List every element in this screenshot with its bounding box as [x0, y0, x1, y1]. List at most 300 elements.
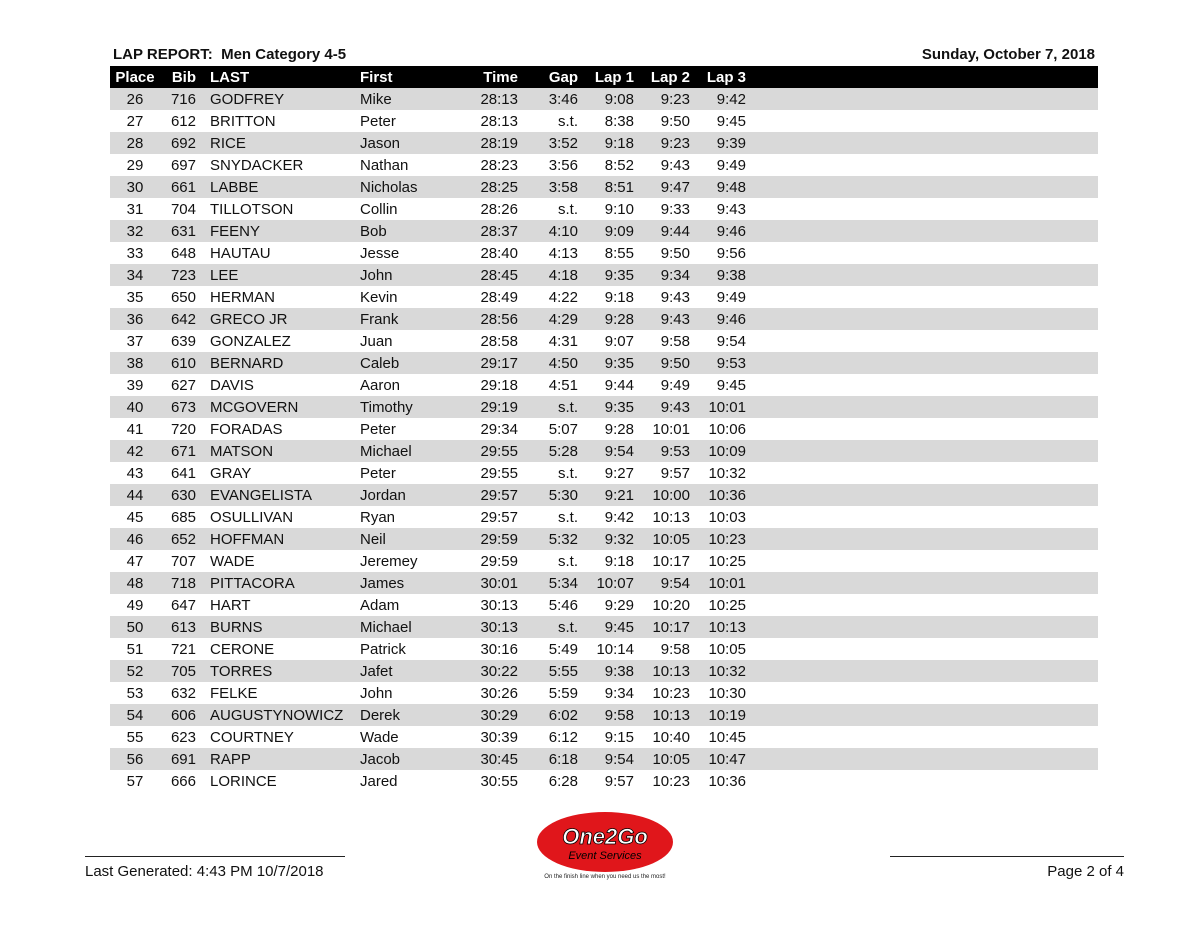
cell-lap3: 9:39 [716, 134, 746, 152]
cell-lap1: 10:14 [596, 640, 634, 658]
cell-last: WADE [210, 552, 255, 570]
cell-lap3: 10:01 [708, 398, 746, 416]
table-row [110, 660, 1098, 682]
cell-bib: 704 [170, 200, 196, 218]
cell-lap3: 9:46 [716, 310, 746, 328]
cell-first: John [360, 266, 393, 284]
cell-lap2: 9:34 [660, 266, 690, 284]
cell-gap: 6:02 [548, 706, 578, 724]
cell-bib: 685 [170, 508, 196, 526]
cell-lap2: 9:50 [660, 112, 690, 130]
cell-place: 35 [126, 288, 144, 306]
cell-last: LEE [210, 266, 239, 284]
table-row [110, 594, 1098, 616]
cell-place: 34 [126, 266, 144, 284]
cell-last: HAUTAU [210, 244, 271, 262]
cell-place: 56 [126, 750, 144, 768]
report-title: LAP REPORT: Men Category 4-5 [113, 46, 347, 63]
cell-place: 43 [126, 464, 144, 482]
cell-time: 29:59 [480, 530, 518, 548]
cell-lap1: 9:29 [604, 596, 634, 614]
cell-last: GODFREY [210, 90, 285, 108]
column-header-place: Place [115, 68, 155, 86]
table-row [110, 418, 1098, 440]
cell-lap3: 10:32 [708, 464, 746, 482]
cell-place: 49 [126, 596, 144, 614]
cell-lap3: 10:25 [708, 552, 746, 570]
logo-name: One2Go [562, 824, 648, 849]
cell-lap3: 10:01 [708, 574, 746, 592]
cell-gap: 4:10 [548, 222, 578, 240]
cell-gap: 5:34 [548, 574, 578, 592]
cell-time: 30:22 [480, 662, 518, 680]
cell-time: 30:16 [480, 640, 518, 658]
cell-first: Jordan [360, 486, 406, 504]
cell-time: 30:45 [480, 750, 518, 768]
cell-gap: s.t. [557, 112, 578, 130]
cell-lap1: 9:58 [604, 706, 634, 724]
cell-lap2: 9:53 [660, 442, 690, 460]
table-row [110, 374, 1098, 396]
cell-last: AUGUSTYNOWICZ [210, 706, 344, 724]
cell-lap1: 9:15 [604, 728, 634, 746]
table-header-row [110, 66, 1098, 88]
cell-place: 57 [126, 772, 144, 790]
cell-time: 29:55 [480, 442, 518, 460]
cell-bib: 673 [170, 398, 196, 416]
cell-bib: 650 [170, 288, 196, 306]
cell-lap1: 9:38 [604, 662, 634, 680]
cell-lap3: 9:56 [716, 244, 746, 262]
cell-lap1: 9:28 [604, 310, 634, 328]
cell-lap1: 9:44 [604, 376, 634, 394]
cell-gap: 5:28 [548, 442, 578, 460]
cell-time: 29:57 [480, 508, 518, 526]
cell-time: 28:49 [480, 288, 518, 306]
cell-first: Jesse [360, 244, 400, 262]
cell-time: 30:29 [480, 706, 518, 724]
cell-time: 28:45 [480, 266, 518, 284]
column-header-lap2: Lap 2 [650, 68, 690, 86]
cell-first: Timothy [360, 398, 413, 416]
cell-lap1: 9:32 [604, 530, 634, 548]
cell-bib: 666 [170, 772, 196, 790]
cell-lap3: 9:42 [716, 90, 746, 108]
cell-first: Ryan [360, 508, 396, 526]
cell-lap1: 9:35 [604, 266, 634, 284]
cell-bib: 610 [170, 354, 196, 372]
results-body [110, 88, 1098, 792]
cell-lap1: 9:07 [604, 332, 634, 350]
cell-lap2: 10:13 [652, 662, 690, 680]
cell-place: 53 [126, 684, 144, 702]
cell-lap2: 9:33 [660, 200, 690, 218]
cell-first: Frank [360, 310, 399, 328]
cell-bib: 647 [170, 596, 196, 614]
cell-gap: s.t. [557, 398, 578, 416]
cell-bib: 648 [170, 244, 196, 262]
cell-first: Peter [360, 464, 396, 482]
cell-time: 28:37 [480, 222, 518, 240]
cell-place: 31 [126, 200, 144, 218]
cell-bib: 721 [170, 640, 196, 658]
table-row [110, 770, 1098, 792]
cell-gap: 5:32 [548, 530, 578, 548]
cell-gap: 6:18 [548, 750, 578, 768]
cell-lap2: 9:23 [660, 90, 690, 108]
cell-place: 26 [126, 90, 144, 108]
cell-bib: 718 [170, 574, 196, 592]
report-date: Sunday, October 7, 2018 [921, 46, 1095, 63]
cell-gap: 5:49 [548, 640, 578, 658]
logo-subtitle: Event Services [568, 850, 642, 862]
cell-lap3: 10:36 [708, 772, 746, 790]
cell-first: Jared [360, 772, 398, 790]
cell-last: FEENY [210, 222, 261, 240]
cell-lap3: 10:19 [708, 706, 746, 724]
cell-last: BERNARD [210, 354, 284, 372]
cell-gap: 5:59 [548, 684, 578, 702]
cell-place: 40 [126, 398, 144, 416]
cell-lap1: 8:55 [604, 244, 634, 262]
cell-place: 51 [126, 640, 144, 658]
cell-first: Michael [360, 618, 412, 636]
cell-time: 29:59 [480, 552, 518, 570]
cell-lap2: 9:43 [660, 398, 690, 416]
cell-bib: 720 [170, 420, 196, 438]
cell-place: 38 [126, 354, 144, 372]
cell-last: MATSON [210, 442, 274, 460]
cell-lap3: 9:49 [716, 288, 746, 306]
cell-lap1: 9:18 [604, 134, 634, 152]
table-row [110, 132, 1098, 154]
cell-bib: 692 [170, 134, 196, 152]
cell-gap: 3:58 [548, 178, 578, 196]
cell-lap3: 9:46 [716, 222, 746, 240]
cell-lap3: 9:45 [716, 376, 746, 394]
cell-first: James [360, 574, 405, 592]
column-header-lap1: Lap 1 [594, 68, 634, 86]
cell-lap1: 9:35 [604, 354, 634, 372]
cell-bib: 623 [170, 728, 196, 746]
cell-time: 28:26 [480, 200, 518, 218]
cell-time: 30:55 [480, 772, 518, 790]
table-row [110, 550, 1098, 572]
cell-lap2: 9:54 [660, 574, 690, 592]
cell-lap2: 10:13 [652, 706, 690, 724]
cell-last: HERMAN [210, 288, 276, 306]
table-row [110, 616, 1098, 638]
cell-place: 28 [126, 134, 144, 152]
table-row [110, 440, 1098, 462]
cell-lap3: 9:49 [716, 156, 746, 174]
cell-gap: 3:56 [548, 156, 578, 174]
cell-lap2: 9:57 [660, 464, 690, 482]
cell-last: GRAY [210, 464, 252, 482]
cell-lap3: 10:13 [708, 618, 746, 636]
cell-lap3: 10:36 [708, 486, 746, 504]
table-row [110, 242, 1098, 264]
cell-lap1: 10:07 [596, 574, 634, 592]
cell-gap: 3:46 [548, 90, 578, 108]
cell-lap3: 10:03 [708, 508, 746, 526]
table-row [110, 176, 1098, 198]
cell-first: Neil [360, 530, 386, 548]
table-row [110, 220, 1098, 242]
table-row [110, 330, 1098, 352]
cell-first: Kevin [360, 288, 398, 306]
cell-lap1: 8:38 [604, 112, 634, 130]
cell-lap3: 10:45 [708, 728, 746, 746]
column-header-last: LAST [210, 68, 250, 86]
column-header-gap: Gap [548, 68, 578, 86]
cell-first: Michael [360, 442, 412, 460]
cell-place: 30 [126, 178, 144, 196]
cell-bib: 627 [170, 376, 196, 394]
cell-gap: s.t. [557, 552, 578, 570]
cell-gap: 4:18 [548, 266, 578, 284]
cell-last: LABBE [210, 178, 259, 196]
cell-time: 29:18 [480, 376, 518, 394]
cell-bib: 632 [170, 684, 196, 702]
cell-last: DAVIS [210, 376, 254, 394]
cell-gap: 5:30 [548, 486, 578, 504]
cell-first: Aaron [360, 376, 401, 394]
cell-gap: 4:13 [548, 244, 578, 262]
cell-lap2: 10:00 [652, 486, 690, 504]
cell-gap: s.t. [557, 508, 578, 526]
cell-last: BRITTON [210, 112, 276, 130]
cell-time: 28:13 [480, 112, 518, 130]
cell-first: Peter [360, 420, 396, 438]
cell-place: 50 [126, 618, 144, 636]
cell-first: Peter [360, 112, 396, 130]
cell-lap3: 10:25 [708, 596, 746, 614]
cell-place: 39 [126, 376, 144, 394]
cell-lap1: 9:57 [604, 772, 634, 790]
table-row [110, 286, 1098, 308]
cell-lap1: 9:54 [604, 750, 634, 768]
cell-lap2: 10:05 [652, 750, 690, 768]
table-row [110, 396, 1098, 418]
cell-last: HART [210, 596, 251, 614]
table-row [110, 748, 1098, 770]
cell-place: 46 [126, 530, 144, 548]
cell-first: Jafet [360, 662, 393, 680]
cell-last: SNYDACKER [210, 156, 304, 174]
table-row [110, 484, 1098, 506]
cell-place: 32 [126, 222, 144, 240]
cell-last: GONZALEZ [210, 332, 291, 350]
cell-lap1: 9:09 [604, 222, 634, 240]
cell-lap3: 10:23 [708, 530, 746, 548]
cell-lap2: 9:49 [660, 376, 690, 394]
cell-lap1: 9:45 [604, 618, 634, 636]
cell-place: 45 [126, 508, 144, 526]
cell-lap2: 10:17 [652, 618, 690, 636]
table-row [110, 198, 1098, 220]
cell-place: 55 [126, 728, 144, 746]
cell-first: Jeremey [360, 552, 418, 570]
cell-lap1: 8:52 [604, 156, 634, 174]
column-header-bib: Bib [171, 68, 196, 86]
cell-bib: 639 [170, 332, 196, 350]
cell-place: 42 [126, 442, 144, 460]
footer-rule-right [890, 856, 1124, 857]
cell-first: Patrick [360, 640, 406, 658]
cell-first: Nicholas [360, 178, 418, 196]
cell-last: FELKE [210, 684, 258, 702]
cell-lap3: 9:53 [716, 354, 746, 372]
cell-first: Derek [360, 706, 401, 724]
cell-lap3: 9:54 [716, 332, 746, 350]
cell-lap2: 9:43 [660, 156, 690, 174]
cell-lap1: 9:42 [604, 508, 634, 526]
cell-place: 48 [126, 574, 144, 592]
cell-first: Caleb [360, 354, 400, 372]
cell-gap: 4:50 [548, 354, 578, 372]
cell-lap2: 9:58 [660, 332, 690, 350]
cell-lap2: 10:23 [652, 772, 690, 790]
results-table [110, 66, 1098, 792]
cell-place: 54 [126, 706, 144, 724]
cell-gap: 5:55 [548, 662, 578, 680]
cell-lap3: 10:32 [708, 662, 746, 680]
cell-lap2: 10:05 [652, 530, 690, 548]
cell-time: 30:01 [480, 574, 518, 592]
cell-lap1: 9:35 [604, 398, 634, 416]
cell-last: COURTNEY [210, 728, 294, 746]
column-header-time: Time [483, 68, 518, 86]
cell-bib: 612 [170, 112, 196, 130]
cell-place: 27 [126, 112, 144, 130]
cell-first: Collin [360, 200, 398, 218]
cell-lap3: 9:45 [716, 112, 746, 130]
table-row [110, 506, 1098, 528]
cell-first: Juan [360, 332, 393, 350]
cell-lap3: 10:47 [708, 750, 746, 768]
cell-last: LORINCE [210, 772, 277, 790]
cell-gap: 6:12 [548, 728, 578, 746]
cell-last: CERONE [210, 640, 275, 658]
cell-lap2: 9:43 [660, 288, 690, 306]
cell-lap2: 10:23 [652, 684, 690, 702]
cell-bib: 723 [170, 266, 196, 284]
cell-time: 28:23 [480, 156, 518, 174]
cell-time: 28:40 [480, 244, 518, 262]
cell-lap2: 9:58 [660, 640, 690, 658]
cell-lap1: 9:28 [604, 420, 634, 438]
cell-bib: 630 [170, 486, 196, 504]
table-row [110, 704, 1098, 726]
last-generated: Last Generated: 4:43 PM 10/7/2018 [85, 863, 324, 880]
cell-lap2: 9:43 [660, 310, 690, 328]
cell-lap2: 9:50 [660, 244, 690, 262]
cell-time: 28:13 [480, 90, 518, 108]
cell-place: 44 [126, 486, 144, 504]
cell-gap: 4:29 [548, 310, 578, 328]
cell-lap2: 9:47 [660, 178, 690, 196]
cell-lap3: 9:43 [716, 200, 746, 218]
cell-last: TILLOTSON [210, 200, 294, 218]
table-row [110, 308, 1098, 330]
cell-first: Mike [360, 90, 392, 108]
cell-time: 28:58 [480, 332, 518, 350]
cell-bib: 606 [170, 706, 196, 724]
cell-bib: 697 [170, 156, 196, 174]
cell-place: 33 [126, 244, 144, 262]
cell-place: 29 [126, 156, 144, 174]
column-header-lap3: Lap 3 [706, 68, 746, 86]
cell-place: 36 [126, 310, 144, 328]
table-row [110, 462, 1098, 484]
cell-bib: 631 [170, 222, 196, 240]
cell-gap: s.t. [557, 618, 578, 636]
cell-lap1: 8:51 [604, 178, 634, 196]
cell-lap1: 9:27 [604, 464, 634, 482]
cell-lap1: 9:34 [604, 684, 634, 702]
footer-rule-left [85, 856, 345, 857]
cell-bib: 642 [170, 310, 196, 328]
cell-bib: 707 [170, 552, 196, 570]
cell-bib: 691 [170, 750, 196, 768]
cell-lap3: 10:09 [708, 442, 746, 460]
cell-gap: 3:52 [548, 134, 578, 152]
cell-place: 47 [126, 552, 144, 570]
cell-lap3: 10:30 [708, 684, 746, 702]
cell-lap1: 9:54 [604, 442, 634, 460]
cell-first: Nathan [360, 156, 409, 174]
cell-bib: 671 [170, 442, 196, 460]
table-row [110, 682, 1098, 704]
cell-gap: s.t. [557, 200, 578, 218]
cell-lap2: 9:50 [660, 354, 690, 372]
cell-last: HOFFMAN [210, 530, 285, 548]
table-row [110, 352, 1098, 374]
page-number: Page 2 of 4 [1047, 863, 1124, 880]
cell-time: 29:57 [480, 486, 518, 504]
cell-first: Jacob [360, 750, 401, 768]
cell-first: John [360, 684, 393, 702]
cell-lap1: 9:10 [604, 200, 634, 218]
column-header-first: First [360, 68, 393, 86]
cell-last: PITTACORA [210, 574, 295, 592]
table-row [110, 264, 1098, 286]
cell-place: 52 [126, 662, 144, 680]
cell-last: RICE [210, 134, 246, 152]
cell-gap: 4:22 [548, 288, 578, 306]
cell-bib: 613 [170, 618, 196, 636]
cell-lap2: 10:17 [652, 552, 690, 570]
cell-lap2: 9:44 [660, 222, 690, 240]
cell-gap: 5:46 [548, 596, 578, 614]
cell-time: 30:13 [480, 618, 518, 636]
cell-time: 29:19 [480, 398, 518, 416]
cell-lap3: 9:48 [716, 178, 746, 196]
cell-lap1: 9:18 [604, 552, 634, 570]
cell-gap: 5:07 [548, 420, 578, 438]
cell-lap2: 10:13 [652, 508, 690, 526]
cell-lap2: 10:01 [652, 420, 690, 438]
cell-first: Wade [360, 728, 399, 746]
cell-first: Bob [360, 222, 387, 240]
cell-lap2: 9:23 [660, 134, 690, 152]
cell-time: 28:56 [480, 310, 518, 328]
cell-lap1: 9:21 [604, 486, 634, 504]
cell-bib: 661 [170, 178, 196, 196]
cell-bib: 641 [170, 464, 196, 482]
cell-lap1: 9:18 [604, 288, 634, 306]
